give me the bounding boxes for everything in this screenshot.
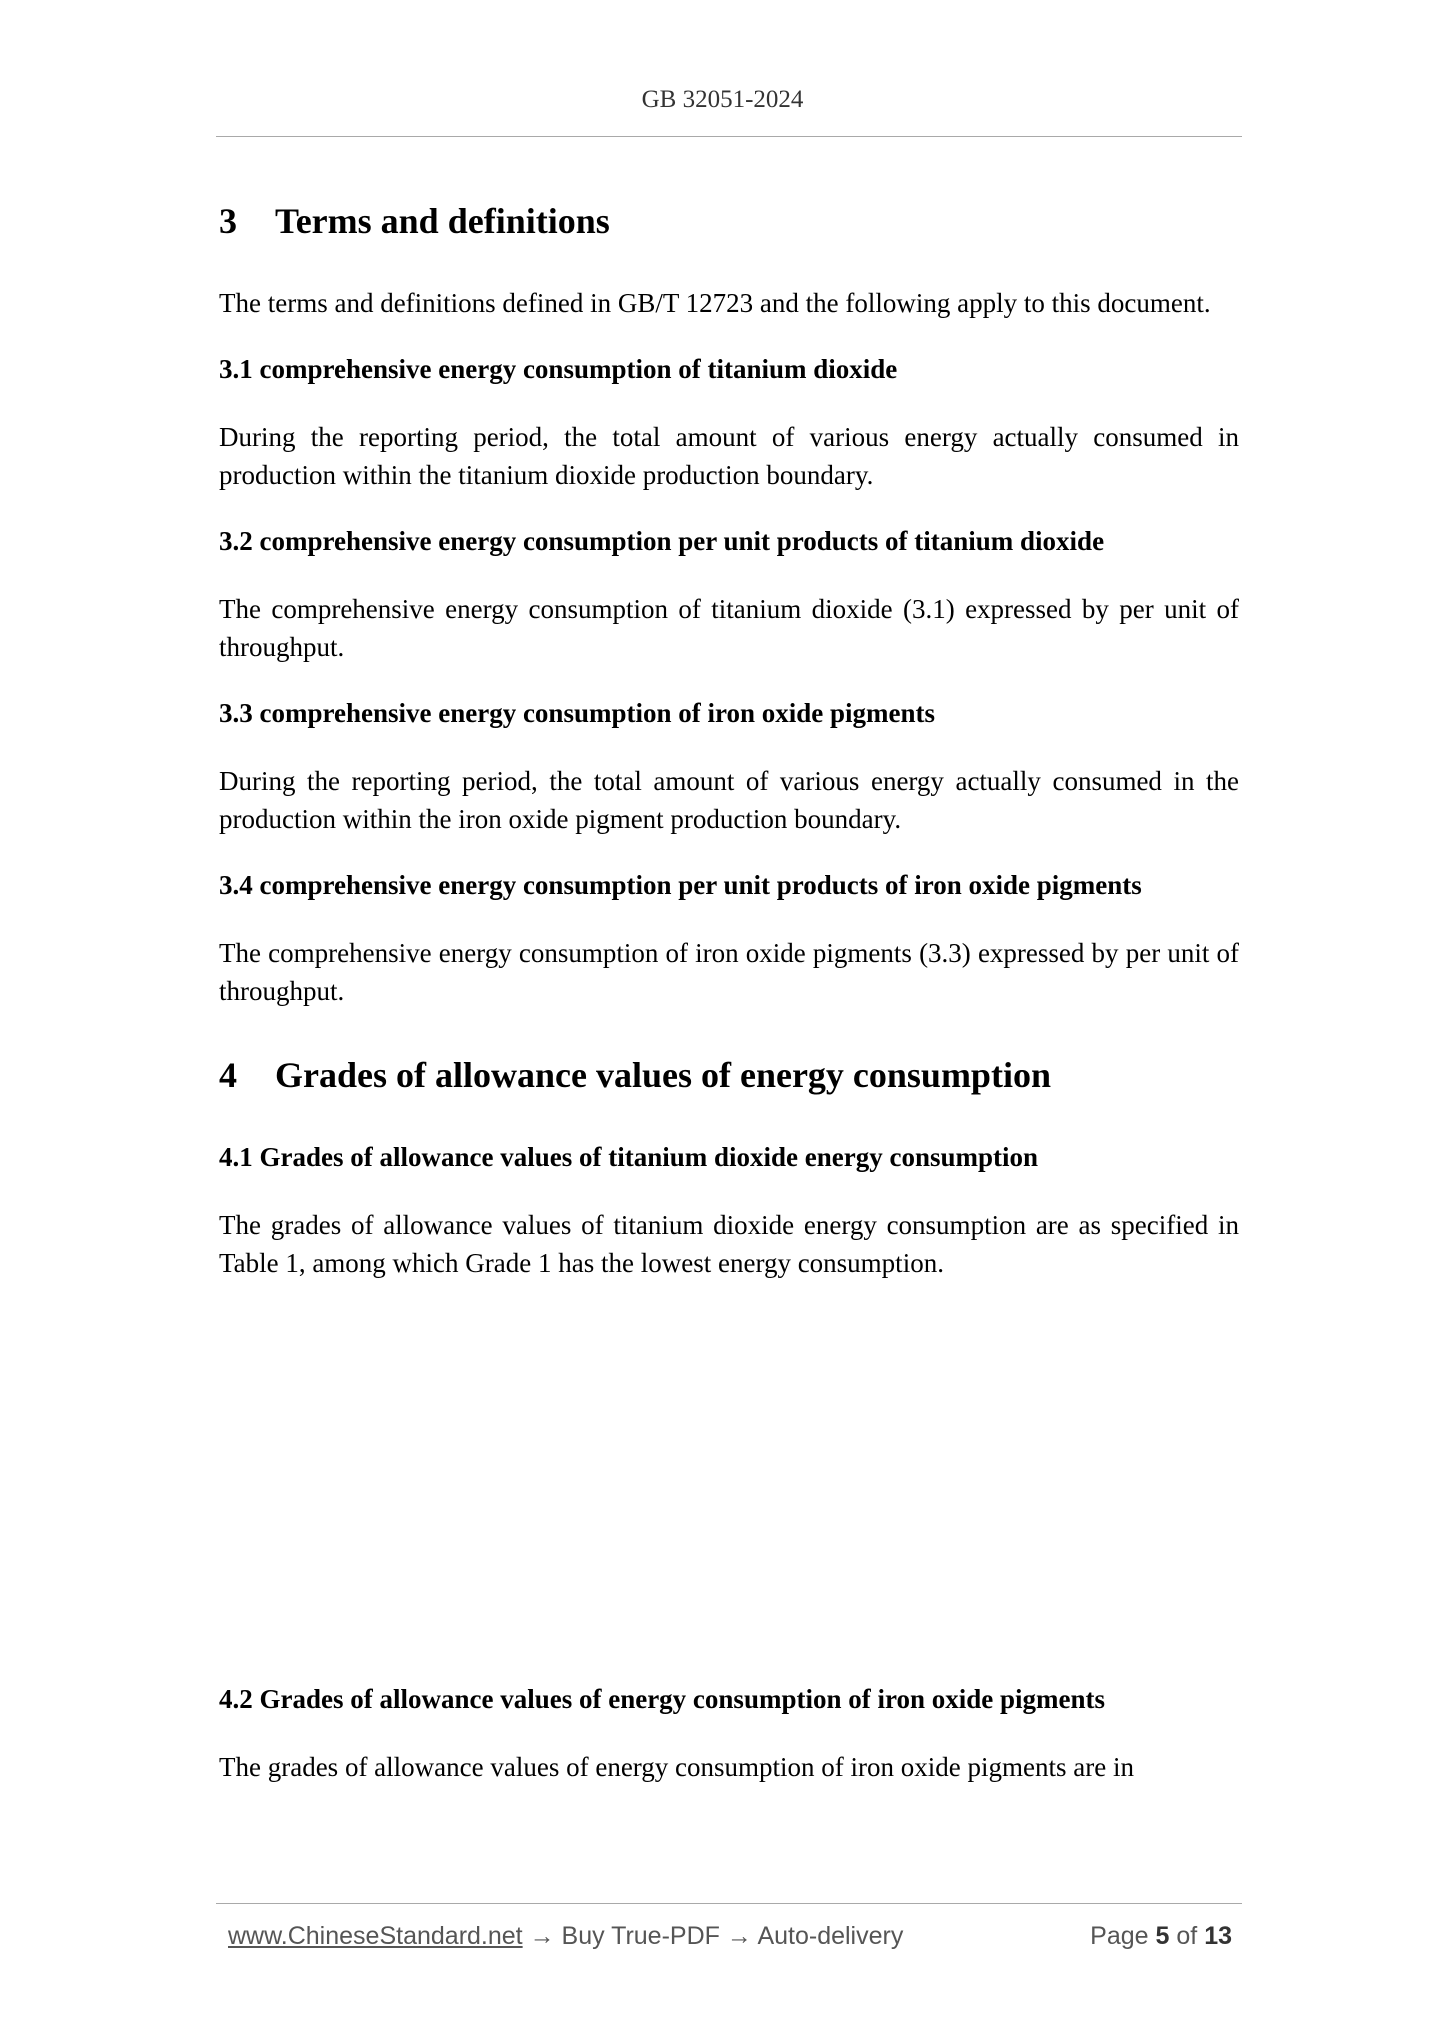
- of-label: of: [1176, 1922, 1198, 1950]
- page-label: Page: [1090, 1922, 1149, 1950]
- section-4-number: 4: [219, 1055, 237, 1095]
- arrow-right-icon: →: [529, 1922, 555, 1950]
- section-4-heading: [219, 1050, 1239, 1100]
- footer-left: [228, 1922, 903, 1951]
- term-3-1-heading: 3.1 comprehensive energy consumption of titanium dioxide: [219, 354, 898, 384]
- term-3-1-definition: During the reporting period, the total amount of various energy actually consumed in production within the titanium dioxide production boundary.: [219, 422, 1239, 490]
- term-3-3-definition: During the reporting period, the total amount of various energy actually consumed in the production within the iron oxide pigment production boundary.: [219, 766, 1239, 834]
- term-3-4-heading: 3.4 comprehensive energy consumption per unit products of iron oxide pigments: [219, 870, 1142, 900]
- section-3-intro: The terms and definitions defined in GB/T 12723 and the following apply to this document.: [219, 288, 1211, 318]
- site-link[interactable]: www.ChineseStandard.net: [228, 1922, 523, 1950]
- footer-divider: [216, 1903, 1242, 1904]
- section-3-heading: [219, 196, 1239, 246]
- buy-true-pdf-link[interactable]: Buy True-PDF: [561, 1922, 720, 1950]
- header-divider: [216, 136, 1242, 137]
- term-3-4-definition: The comprehensive energy consumption of iron oxide pigments (3.3) expressed by per unit of throughput.: [219, 938, 1239, 1006]
- arrow-right-icon: →: [726, 1922, 752, 1950]
- subsection-4-1-text: The grades of allowance values of titanium dioxide energy consumption are as specified in Table 1, among which Grade 1 has the lowest energy consumption.: [219, 1210, 1239, 1278]
- subsection-4-2-heading: 4.2 Grades of allowance values of energy consumption of iron oxide pigments: [219, 1684, 1105, 1714]
- subsection-4-1-heading: 4.1 Grades of allowance values of titanium dioxide energy consumption: [219, 1142, 1039, 1172]
- term-3-3-heading: 3.3 comprehensive energy consumption of iron oxide pigments: [219, 698, 936, 728]
- section-3-number: 3: [219, 201, 237, 241]
- total-pages-number: 13: [1204, 1922, 1232, 1950]
- current-page-number: 5: [1155, 1922, 1170, 1950]
- section-4-title: Grades of allowance values of energy consumption: [275, 1055, 1051, 1095]
- auto-delivery-text: Auto-delivery: [757, 1922, 904, 1950]
- term-3-2-heading: 3.2 comprehensive energy consumption per unit products of titanium dioxide: [219, 526, 1105, 556]
- document-body: [219, 196, 1239, 1814]
- section-3-title: Terms and definitions: [275, 201, 610, 241]
- page-counter: [1090, 1922, 1232, 1951]
- subsection-4-2-text: The grades of allowance values of energy consumption of iron oxide pigments are in: [219, 1752, 1134, 1782]
- term-3-2-definition: The comprehensive energy consumption of titanium dioxide (3.1) expressed by per unit of throughput.: [219, 594, 1239, 662]
- page-header-doc-code: GB 32051-2024: [641, 86, 804, 113]
